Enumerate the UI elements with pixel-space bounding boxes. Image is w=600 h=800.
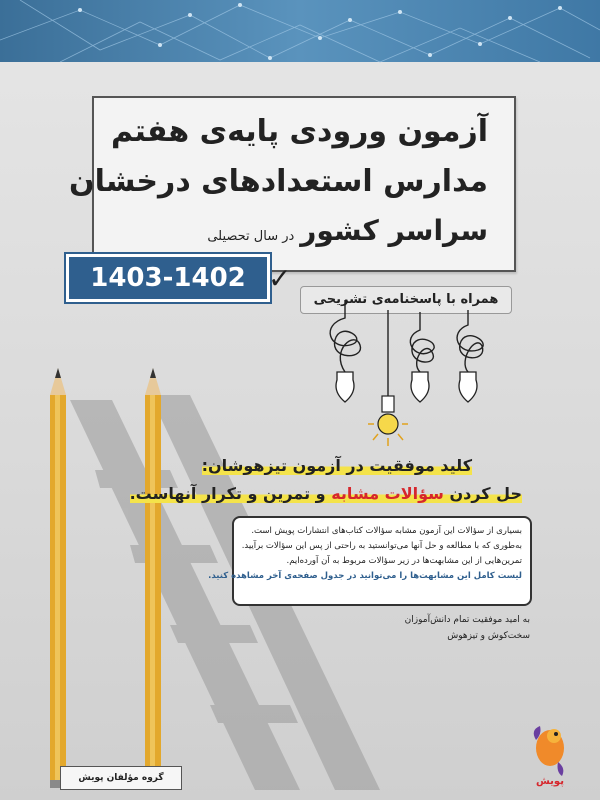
closing-wishes [250,612,530,644]
lightbulb-icon [411,372,429,402]
pencil-left [50,368,66,788]
title-line-3-main: سراسر کشور [300,214,488,247]
note-paragraph-2: به‌طوری که با مطالعه و حل آنها می‌توانستید به راحتی از پس این سؤالات برآیید. [241,541,522,551]
publisher-logo-icon [528,718,572,788]
title-line-2: مدارس استعدادهای درخشان [69,164,488,199]
success-key-line-2 [130,484,522,503]
key-line-2-prefix: حل کردن [449,484,522,503]
info-note-box [208,516,532,606]
authors-label: گروه مؤلفان پویش [60,766,182,790]
glowing-bulb-icon [368,396,408,446]
note-paragraph-4: لیست کامل این مشابهت‌ها را می‌توانید در جدول صفحه‌ی آخر مشاهده کنید. [208,571,522,581]
check-mark-icon: ✓ [268,262,292,295]
pencil-right [145,368,161,788]
key-line-2-suffix: و تمرین و تکرار آنهاست. [129,484,326,503]
closing-line-2: سخت‌کوش و تیزهوش [447,631,530,641]
title-line-3-suffix: در سال تحصیلی [207,229,295,244]
closing-line-1: به امید موفقیت تمام دانش‌آموزان [404,615,530,625]
lightbulb-icon [336,372,354,402]
note-paragraph-1: بسیاری از سؤالات این آزمون مشابه سؤالات کتاب‌های انتشارات پویش است. [251,526,522,536]
year-badge: 1403-1402 [66,254,270,302]
publisher-logo-text: پویش [536,776,564,787]
note-paragraph-3: تمرین‌هایی از این مشابهت‌ها در زیر سؤالات مربوط به آن آورده‌ایم. [286,556,522,566]
answers-note: همراه با پاسخنامه‌ی تشریحی [300,286,512,314]
success-key-line: کلید موفقیت در آزمون تیزهوشان: [201,456,472,475]
key-line-2-highlight: سؤالات مشابه [331,484,444,503]
lightbulb-icon [459,372,477,402]
title-line-1: آزمون ورودی پایه‌ی هفتم [111,114,488,149]
